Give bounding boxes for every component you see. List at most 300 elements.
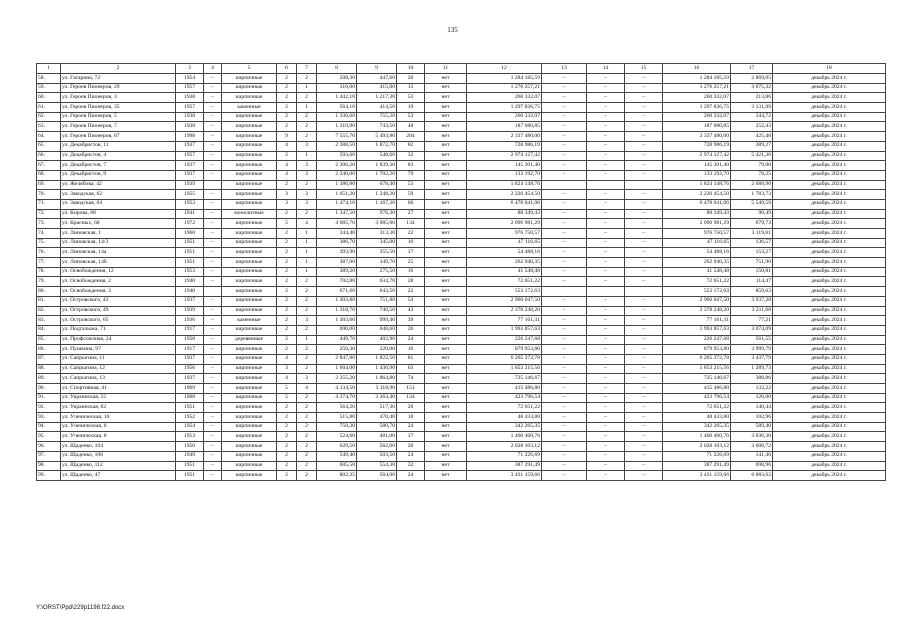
header-cell: 9	[357, 64, 397, 74]
table-cell: кирпичные	[222, 219, 277, 229]
table-cell: 3 937,28	[731, 296, 773, 306]
table-cell: 1 993 857,63	[663, 325, 731, 335]
table-row	[37, 471, 886, 481]
table-cell: –	[204, 170, 222, 180]
table-cell: 508,30	[317, 74, 357, 84]
table-cell: 3 036,30	[731, 432, 773, 442]
table-row	[37, 103, 886, 113]
table-cell: 260 332,07	[467, 93, 542, 103]
table-cell: ул. Ученическая, 8	[61, 432, 176, 442]
table-cell: декабрь 2024 г.	[773, 112, 886, 122]
table-cell: 3 118,90	[357, 384, 397, 394]
table-cell: 1953	[176, 199, 204, 209]
table-cell: кирпичные	[222, 461, 277, 471]
table-cell: 879 953,80	[663, 345, 731, 355]
table-cell: –	[542, 229, 587, 239]
table-cell: 1 248,20	[357, 190, 397, 200]
table-cell: –	[542, 161, 587, 171]
table-cell: кирпичные	[222, 190, 277, 200]
table-cell: 1937	[176, 374, 204, 384]
table-cell: кирпичные	[222, 422, 277, 432]
table-cell: –	[625, 296, 663, 306]
table-cell: 1917	[176, 345, 204, 355]
table-cell: 3	[297, 170, 317, 180]
table-cell: 503,50	[357, 451, 397, 461]
table-cell: 4	[277, 354, 297, 364]
table-cell: 4	[297, 219, 317, 229]
table-cell: 1939	[176, 180, 204, 190]
table-body	[37, 64, 886, 481]
table-cell: нет	[425, 74, 467, 84]
table-cell: –	[204, 122, 222, 132]
table-cell: –	[625, 83, 663, 93]
table-cell: 345,00	[357, 238, 397, 248]
table-cell: 17	[397, 248, 425, 258]
table-cell: 19	[397, 103, 425, 113]
table-cell: ул. Сапрыгина, 13	[61, 374, 176, 384]
table-cell: –	[625, 229, 663, 239]
table-cell: 226 247,68	[467, 335, 542, 345]
table-cell: –	[587, 190, 625, 200]
table-cell: –	[204, 277, 222, 287]
table-cell: –	[625, 432, 663, 442]
table-cell: –	[204, 451, 222, 461]
table-cell: 349,70	[357, 258, 397, 268]
table-cell: –	[625, 364, 663, 374]
table-cell: 3	[297, 141, 317, 151]
table-cell: 1 297 836,75	[663, 103, 731, 113]
table-cell: ул. Героев Пионеров, 5	[61, 112, 176, 122]
table-cell: 1949	[176, 451, 204, 461]
table-cell: ул. Ученическая, 6	[61, 422, 176, 432]
table-cell: нет	[425, 413, 467, 423]
table-cell: 59.	[37, 83, 61, 93]
table-cell: 4	[277, 170, 297, 180]
table-cell: нет	[425, 180, 467, 190]
table-cell: 415 486,80	[467, 384, 542, 394]
table-cell: 67.	[37, 161, 61, 171]
table-cell: 59	[397, 190, 425, 200]
table-cell: 1 864,80	[357, 374, 397, 384]
table-row	[37, 287, 886, 297]
table-cell: 1 824 148,76	[663, 180, 731, 190]
table-cell: 553 172,63	[467, 287, 542, 297]
table-cell: нет	[425, 451, 467, 461]
table-cell: нет	[425, 393, 467, 403]
table-cell: 470,40	[357, 413, 397, 423]
table-cell: 32	[397, 461, 425, 471]
table-cell: 20	[397, 442, 425, 452]
table-cell: 1951	[176, 258, 204, 268]
table-cell: 2 869,05	[731, 74, 773, 84]
table-cell: 1	[297, 238, 317, 248]
table-cell: декабрь 2024 г.	[773, 219, 886, 229]
table-cell: 134	[397, 219, 425, 229]
table-cell: 65.	[37, 141, 61, 151]
table-cell: кирпичные	[222, 393, 277, 403]
table-cell: –	[542, 432, 587, 442]
table-cell: –	[542, 190, 587, 200]
table-cell: 1950	[176, 442, 204, 452]
footer-file-path: Y:\ORST\Ppd\229p1198.f22.docx	[36, 605, 125, 611]
table-cell: 2	[297, 209, 317, 219]
table-cell: декабрь 2024 г.	[773, 248, 886, 258]
header-cell: 4	[204, 64, 222, 74]
table-cell: 54	[397, 296, 425, 306]
table-cell: –	[542, 132, 587, 142]
table-cell: –	[587, 422, 625, 432]
table-cell: 77 161,31	[467, 316, 542, 326]
table-cell: 1952	[176, 413, 204, 423]
table-row	[37, 277, 886, 287]
table-cell: –	[204, 403, 222, 413]
table-cell: ул. Линовская, 14/3	[61, 238, 176, 248]
table-cell: 2	[277, 287, 297, 297]
table-cell: 70.	[37, 190, 61, 200]
table-cell: –	[204, 393, 222, 403]
register-table	[36, 63, 886, 481]
table-cell: –	[587, 141, 625, 151]
table-cell: 481,00	[357, 432, 397, 442]
table-cell: 2 337 480,00	[467, 132, 542, 142]
table-cell: 17	[397, 432, 425, 442]
table-cell: 1957	[176, 103, 204, 113]
table-cell: 62.	[37, 112, 61, 122]
table-cell: 1	[297, 103, 317, 113]
table-cell: 1 289,73	[731, 364, 773, 374]
table-row	[37, 364, 886, 374]
table-cell: –	[587, 229, 625, 239]
table-cell: –	[542, 267, 587, 277]
table-cell: 2	[297, 325, 317, 335]
table-cell: 2 960 047,50	[663, 296, 731, 306]
table-cell: декабрь 2024 г.	[773, 364, 886, 374]
table-cell: 28	[397, 277, 425, 287]
table-row	[37, 151, 886, 161]
table-row	[37, 442, 886, 452]
table-cell: ул. Желябова, 42	[61, 180, 176, 190]
table-cell	[587, 287, 625, 297]
table-cell: 63.	[37, 122, 61, 132]
table-cell: ул. Линовская, 14а	[61, 248, 176, 258]
table-cell: 1957	[176, 151, 204, 161]
header-cell: 8	[317, 64, 357, 74]
table-cell: –	[204, 471, 222, 481]
table-cell: –	[587, 199, 625, 209]
table-cell: 2	[297, 296, 317, 306]
table-cell: нет	[425, 219, 467, 229]
table-cell: –	[204, 74, 222, 84]
table-cell: ул. Щаденко, 47	[61, 471, 176, 481]
table-cell: кирпичные	[222, 74, 277, 84]
table-cell: 1951	[176, 403, 204, 413]
table-cell: декабрь 2024 г.	[773, 422, 886, 432]
table-cell: 1 330,60	[317, 112, 357, 122]
table-row	[37, 267, 886, 277]
table-cell: 4	[277, 374, 297, 384]
table-cell: ул. Освобождения, 3	[61, 287, 176, 297]
table-cell: –	[587, 74, 625, 84]
table-cell: 1968	[176, 393, 204, 403]
table-cell: –	[542, 122, 587, 132]
table-cell: нет	[425, 335, 467, 345]
table-cell: 1 386,80	[317, 180, 357, 190]
table-cell: –	[625, 219, 663, 229]
table-cell: 48 433,80	[467, 413, 542, 423]
table-cell: –	[204, 229, 222, 239]
table-row	[37, 422, 886, 432]
header-row	[37, 64, 886, 74]
table-cell: 213,86	[731, 93, 773, 103]
table-cell: 82.	[37, 306, 61, 316]
table-cell: –	[542, 219, 587, 229]
table-cell: 2	[277, 267, 297, 277]
table-cell: 1	[297, 258, 317, 268]
table-cell: 151	[397, 384, 425, 394]
table-cell	[625, 180, 663, 190]
table-cell: 48	[397, 122, 425, 132]
table-cell: 1917	[176, 325, 204, 335]
table-cell	[542, 180, 587, 190]
table-cell: –	[587, 238, 625, 248]
table-row	[37, 296, 886, 306]
table-cell: 344,72	[731, 112, 773, 122]
table-cell: 1938	[176, 112, 204, 122]
table-cell: ул. Щаденко, 104	[61, 442, 176, 452]
table-cell: 629,50	[317, 442, 357, 452]
table-cell: –	[542, 306, 587, 316]
table-cell: декабрь 2024 г.	[773, 180, 886, 190]
table-cell: кирпичные	[222, 413, 277, 423]
table-cell: 2	[277, 74, 297, 84]
table-cell: нет	[425, 325, 467, 335]
table-cell: ул. Заводская, 64	[61, 199, 176, 209]
table-row	[37, 219, 886, 229]
table-cell: декабрь 2024 г.	[773, 393, 886, 403]
table-cell: 87.	[37, 354, 61, 364]
table-cell: 1 442,10	[317, 93, 357, 103]
table-cell: 3	[297, 374, 317, 384]
table-cell: 2 974 127,42	[663, 151, 731, 161]
table-cell: 22	[397, 287, 425, 297]
table-cell: 3	[297, 190, 317, 200]
table-cell: 86.	[37, 345, 61, 355]
table-cell: кирпичные	[222, 364, 277, 374]
table-cell: 5 493,80	[357, 132, 397, 142]
table-cell: –	[542, 374, 587, 384]
table-cell: 98.	[37, 461, 61, 471]
table-cell: 53	[397, 93, 425, 103]
table-cell: 1953	[176, 432, 204, 442]
table-cell: –	[542, 199, 587, 209]
table-cell: 71 226,69	[663, 451, 731, 461]
table-cell: ул. Линовская, 14б	[61, 258, 176, 268]
table-cell: –	[625, 74, 663, 84]
table-cell: 4	[277, 161, 297, 171]
header-cell: 17	[731, 64, 773, 74]
table-cell: 27	[397, 209, 425, 219]
table-cell: 2 337 480,00	[663, 132, 731, 142]
table-cell: –	[204, 364, 222, 374]
table-cell: нет	[425, 374, 467, 384]
table-cell: 1 604,00	[317, 364, 357, 374]
table-cell: 2 226 454,50	[467, 190, 542, 200]
table-cell: нет	[425, 296, 467, 306]
table-cell: кирпичные	[222, 161, 277, 171]
table-cell: 1951	[176, 238, 204, 248]
table-cell: нет	[425, 141, 467, 151]
table-cell: ул. Украинская, 55	[61, 393, 176, 403]
table-cell: кирпичные	[222, 170, 277, 180]
table-cell: 387,00	[317, 258, 357, 268]
table-cell: 643,50	[357, 287, 397, 297]
table-cell: 1 783,73	[731, 190, 773, 200]
table-cell: 1937	[176, 296, 204, 306]
table-cell: 16	[397, 345, 425, 355]
table-cell: 3 074,09	[731, 325, 773, 335]
header-cell: 14	[587, 64, 625, 74]
table-cell: –	[625, 306, 663, 316]
table-cell: 88 349,43	[663, 209, 731, 219]
table-cell: 145 301,40	[663, 161, 731, 171]
table-cell: нет	[425, 461, 467, 471]
table-cell: 97.	[37, 451, 61, 461]
table-cell: 133 192,70	[467, 170, 542, 180]
table-cell: 1 303,80	[317, 296, 357, 306]
table-row	[37, 93, 886, 103]
table-cell: 2	[277, 422, 297, 432]
table-cell: 26	[397, 325, 425, 335]
table-cell: –	[587, 248, 625, 258]
table-cell: 6 478 041,06	[467, 199, 542, 209]
table-cell: –	[587, 161, 625, 171]
table-cell: –	[587, 93, 625, 103]
table-cell: 60.	[37, 93, 61, 103]
table-cell: 2	[297, 451, 317, 461]
table-cell: –	[204, 267, 222, 277]
table-cell: –	[625, 112, 663, 122]
table-cell: –	[542, 442, 587, 452]
table-cell: нет	[425, 384, 467, 394]
table-cell: 5 549,59	[731, 199, 773, 209]
table-cell: 415,00	[357, 83, 397, 93]
table-cell: 1 276 257,21	[467, 83, 542, 93]
table-cell: 262 940,35	[663, 258, 731, 268]
table-cell: –	[625, 209, 663, 219]
table-cell: 48 433,80	[663, 413, 731, 423]
table-cell: 66	[397, 199, 425, 209]
table-cell: 393,90	[317, 248, 357, 258]
table-cell: кирпичные	[222, 141, 277, 151]
table-cell: 1 474,10	[317, 199, 357, 209]
table-row	[37, 141, 886, 151]
table-cell: 2	[277, 122, 297, 132]
table-cell: –	[587, 364, 625, 374]
table-cell: нет	[425, 354, 467, 364]
table-cell: нет	[425, 345, 467, 355]
table-cell: 2 378 248,20	[663, 306, 731, 316]
table-cell: 355,50	[357, 248, 397, 258]
table-cell: –	[204, 93, 222, 103]
table-cell: 316,00	[317, 83, 357, 93]
table-cell: –	[204, 199, 222, 209]
table-cell: –	[587, 413, 625, 423]
table-cell: 386,70	[317, 238, 357, 248]
table-cell: 43	[397, 306, 425, 316]
table-cell: –	[542, 170, 587, 180]
table-cell: –	[625, 316, 663, 326]
table-cell: 13	[397, 83, 425, 93]
table-cell: 1938	[176, 93, 204, 103]
table-cell: –	[587, 471, 625, 481]
table-cell: декабрь 2024 г.	[773, 74, 886, 84]
table-cell: 126,00	[731, 393, 773, 403]
table-cell: 1937	[176, 141, 204, 151]
table-cell: –	[625, 413, 663, 423]
table-cell: 2	[297, 354, 317, 364]
table-cell: ул. Декабристов, 7	[61, 161, 176, 171]
table-cell: нет	[425, 248, 467, 258]
table-cell	[542, 287, 587, 297]
table-cell: 1	[297, 83, 317, 93]
table-cell: 2	[297, 112, 317, 122]
table-cell: 564,00	[357, 471, 397, 481]
header-cell: 15	[625, 64, 663, 74]
table-cell: 2	[277, 461, 297, 471]
table-cell: каменные	[222, 316, 277, 326]
table-cell: 1 872,70	[357, 141, 397, 151]
table-cell: 72 651,22	[467, 277, 542, 287]
table-cell: –	[587, 374, 625, 384]
table-cell: 5	[277, 219, 297, 229]
table-cell: 250,30	[317, 345, 357, 355]
table-row	[37, 190, 886, 200]
table-cell: 3 085,00	[357, 219, 397, 229]
table-cell: кирпичные	[222, 112, 277, 122]
table-cell: декабрь 2024 г.	[773, 267, 886, 277]
table-cell: 1937	[176, 170, 204, 180]
table-cell: –	[587, 209, 625, 219]
table-cell: 3 431 159,66	[467, 471, 542, 481]
table-cell: –	[587, 296, 625, 306]
table-cell: 1 318,70	[317, 306, 357, 316]
table-cell: 5	[277, 393, 297, 403]
table-cell: 2 388,50	[317, 141, 357, 151]
table-cell: 2 960 047,50	[467, 296, 542, 306]
header-cell: 5	[222, 64, 277, 74]
table-cell: 2 226 454,50	[663, 190, 731, 200]
table-cell: 63	[397, 364, 425, 374]
table-cell: 554,30	[357, 461, 397, 471]
table-cell: декабрь 2024 г.	[773, 190, 886, 200]
table-cell: –	[542, 335, 587, 345]
table-cell: декабрь 2024 г.	[773, 132, 886, 142]
table-cell: 879 953,80	[467, 345, 542, 355]
table-cell: ул. Декабристов, 11	[61, 141, 176, 151]
table-cell: 220,00	[357, 345, 397, 355]
table-cell: нет	[425, 267, 467, 277]
table-cell: 2	[297, 442, 317, 452]
table-cell: 82	[397, 141, 425, 151]
table-cell: –	[204, 141, 222, 151]
table-cell: 2 028 103,12	[467, 442, 542, 452]
table-cell: ул. Декабристов, 9	[61, 170, 176, 180]
table-cell: 2	[277, 238, 297, 248]
table-cell: –	[625, 277, 663, 287]
table-cell: декабрь 2024 г.	[773, 306, 886, 316]
table-cell: 344,40	[317, 229, 357, 239]
table-row	[37, 306, 886, 316]
